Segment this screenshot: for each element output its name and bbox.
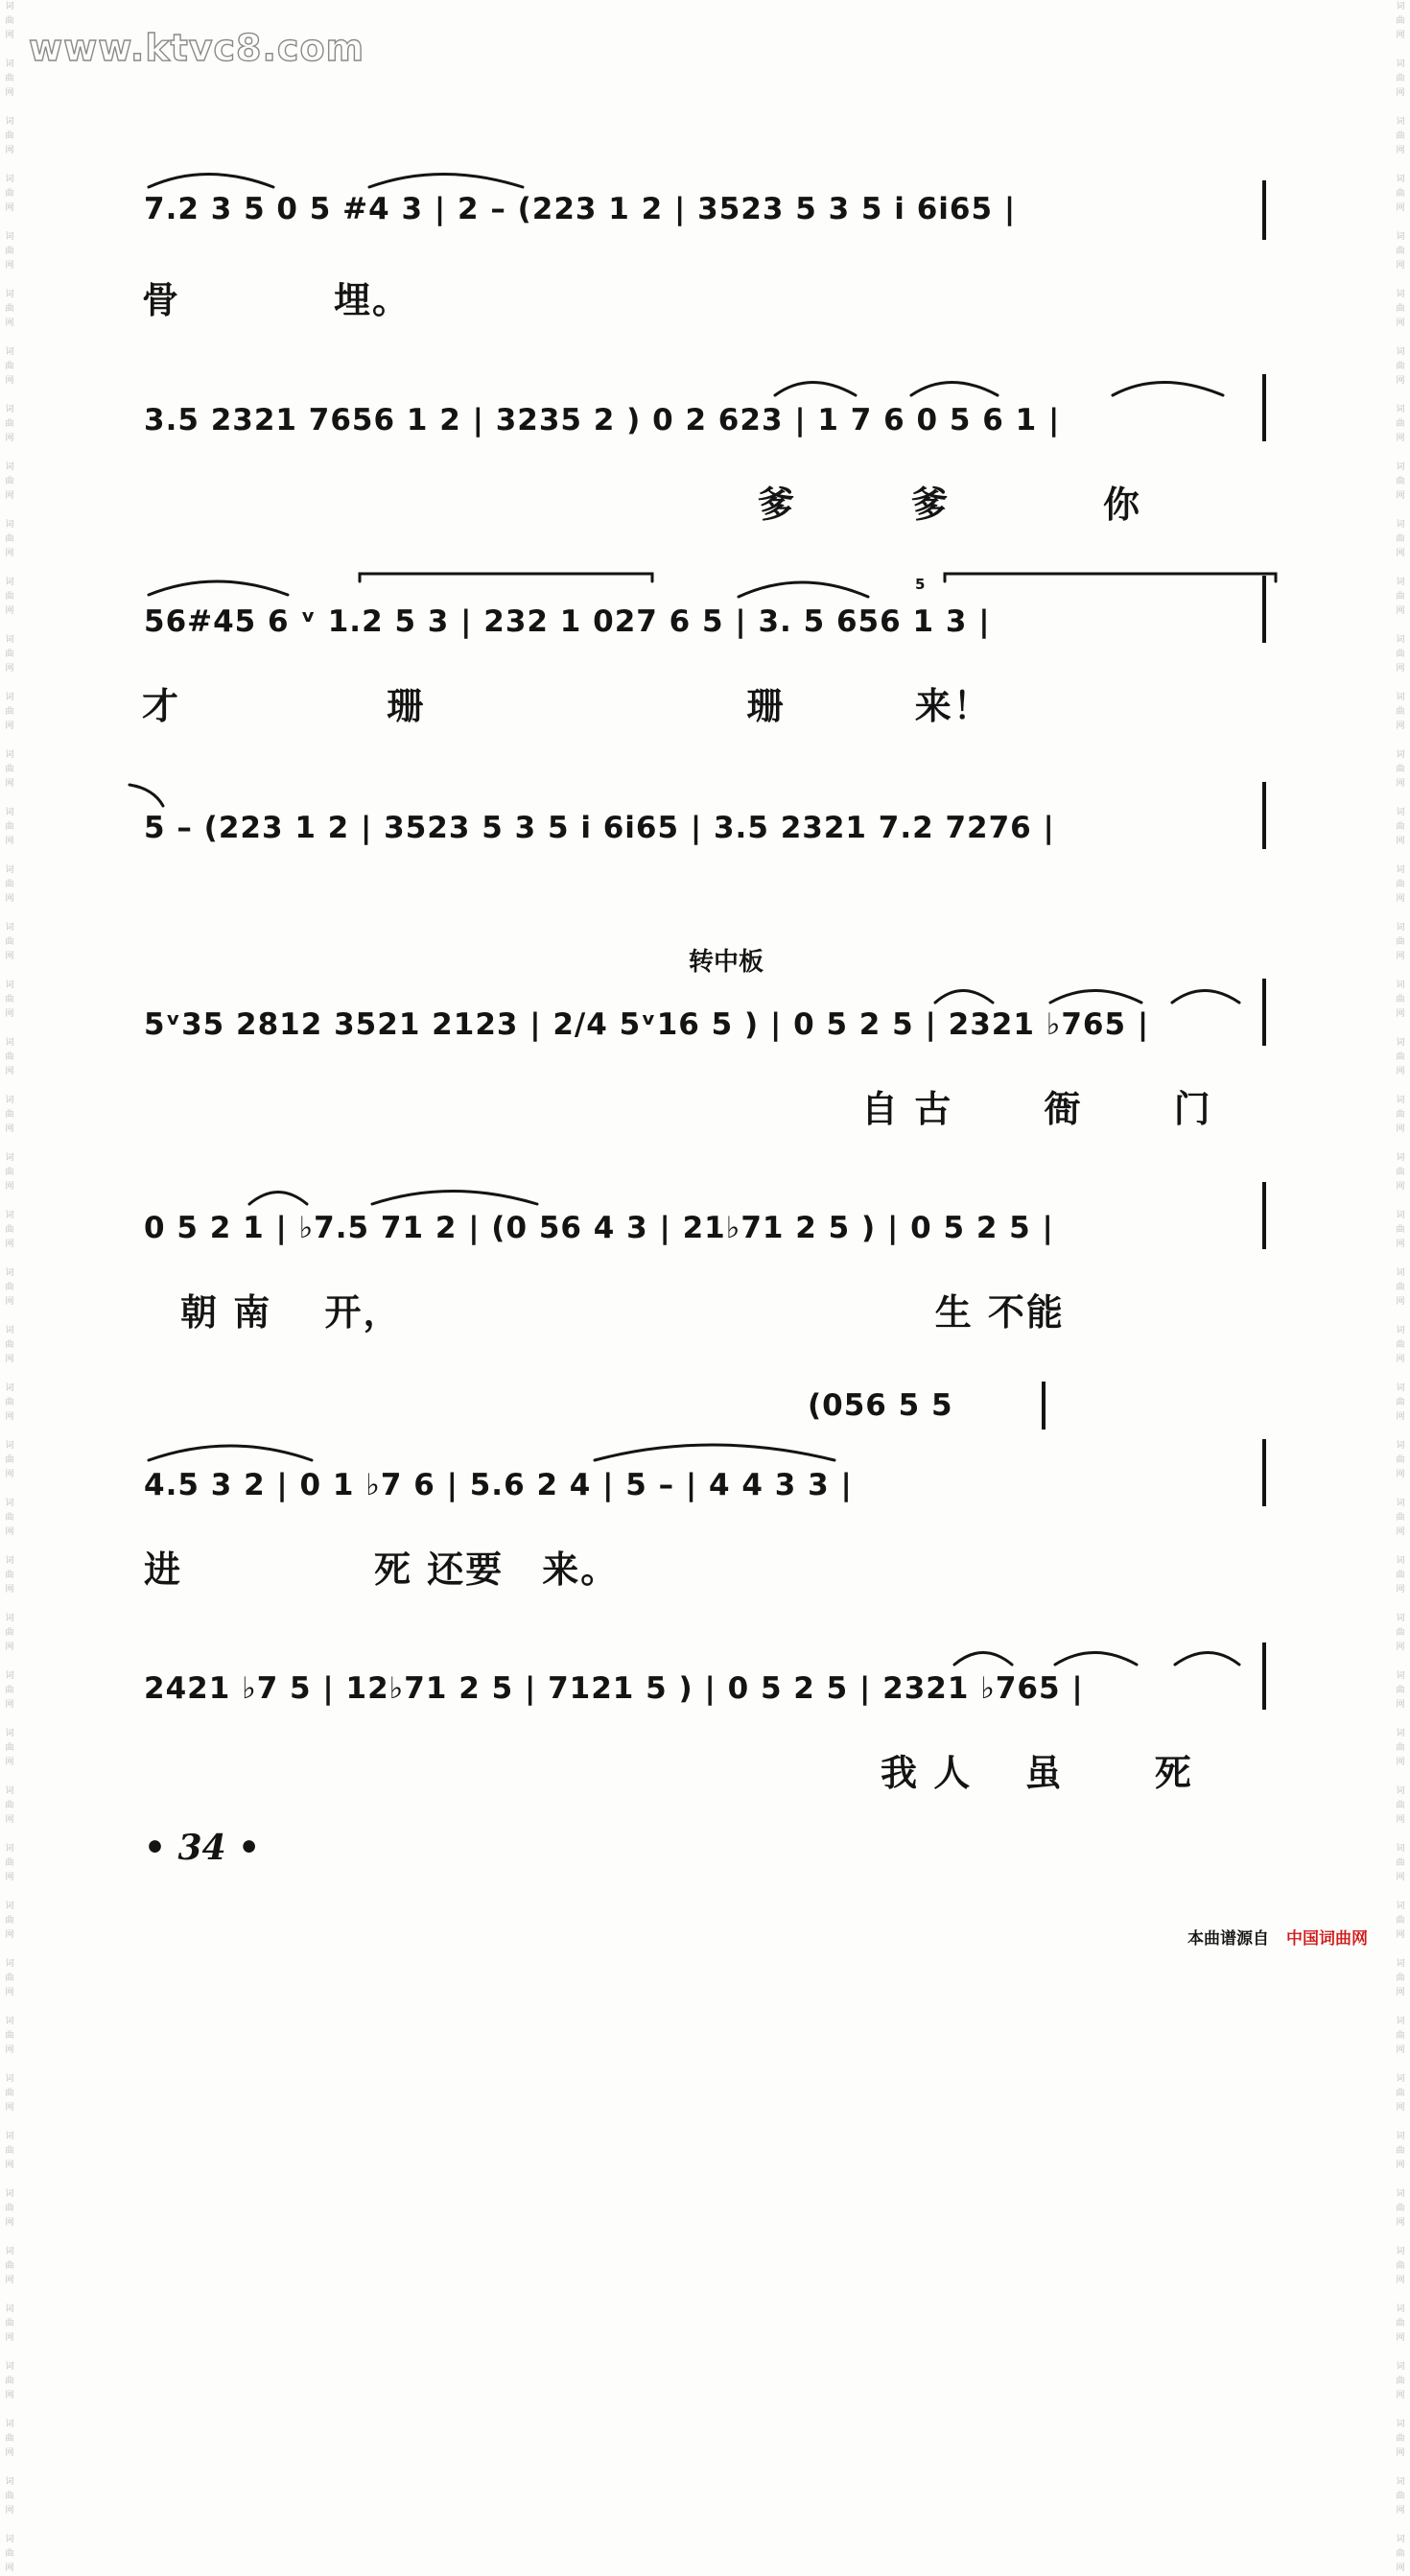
watermark: www.ktvc8.com (29, 27, 365, 69)
lyric-row-1: 骨 埋。 (142, 278, 411, 321)
lyric-row-7: 进 死 还要 来。 (144, 1548, 620, 1591)
slur (1055, 1653, 1137, 1666)
left-edge-label: 词 曲 网 词 曲 网 词 曲 网 词 曲 网 词 曲 网 词 曲 网 词 曲 网 词 曲 网 词 曲 网 词 曲 网 词 曲 网 词 曲 网 词 曲 网 词 曲 网 词 曲 网 词 曲 网 词 曲 网 词 曲 网 词 曲 网 词 曲 网 词 曲 网 词 曲 网 词 曲 网 词 曲 网 词 曲 网 词 曲 网 词 曲 网 词 曲 网 词 曲 网 词 曲 网 词 曲 网 词 曲 网 词 曲 网 词 曲 网 词 曲 网 词 曲 网 词 曲 网 词 曲 网 词 曲 网 词 曲 网 词 曲 网 词 曲 网 词 曲 网 词 曲 网 词 曲 网 (5, 2, 14, 2573)
lyric-row-3: 才 珊 珊 来！ (142, 684, 992, 727)
lyric-row-2: 爹 爹 你 (758, 483, 1142, 526)
grace-note: 5 (915, 576, 927, 593)
right-edge-label: 词 曲 网 词 曲 网 词 曲 网 词 曲 网 词 曲 网 词 曲 网 词 曲 网 词 曲 网 词 曲 网 词 曲 网 词 曲 网 词 曲 网 词 曲 网 词 曲 网 词 曲 网 词 曲 网 词 曲 网 词 曲 网 词 曲 网 词 曲 网 词 曲 网 词 曲 网 词 曲 网 词 曲 网 词 曲 网 词 曲 网 词 曲 网 词 曲 网 词 曲 网 词 曲 网 词 曲 网 词 曲 网 词 曲 网 词 曲 网 词 曲 网 词 曲 网 词 曲 网 词 曲 网 词 曲 网 词 曲 网 词 曲 网 词 曲 网 词 曲 网 词 曲 网 词 曲 网 (1396, 2, 1405, 2573)
slur (739, 582, 868, 597)
jianpu-row-2: 3.5 2321 7656 1 2 | 3235 2 ) 0 2 623 | 1 7 6 0 5 6 1 | (144, 403, 1061, 437)
slur (1050, 991, 1141, 1004)
slur (149, 581, 288, 595)
lyric-row-6: 朝 南 开， 生 不能 (180, 1290, 1065, 1334)
slur (595, 1445, 834, 1460)
slur (1113, 383, 1223, 396)
slur (1172, 991, 1239, 1004)
slur (249, 1193, 307, 1205)
slur (129, 785, 163, 806)
slur (1175, 1653, 1239, 1666)
slur (911, 383, 998, 396)
jianpu-row-6: 0 5 2 1 | ♭7.5 71 2 | (0 56 4 3 | 21♭71 2 5 ) | 0 5 2 5 | (144, 1211, 1054, 1245)
slur (360, 574, 652, 581)
jianpu-row-1: 7.2 3 5 0 5 #4 3 | 2 – (223 1 2 | 3523 5 3 5 i 6i65 | (144, 192, 1017, 226)
jianpu-row-4: 5 – (223 1 2 | 3523 5 3 5 i 6i65 | 3.5 2321 7.2 7276 | (144, 811, 1055, 845)
jianpu-row-5: 5ᵛ35 2812 3521 2123 | 2/4 5ᵛ16 5 ) | 0 5 2 5 | 2321 ♭765 | (144, 1007, 1150, 1042)
slur (149, 175, 273, 188)
source-site: 中国词曲网 (1286, 1929, 1368, 1949)
source-prefix: 本曲谱源自 (1187, 1929, 1269, 1949)
jianpu-row-7: 4.5 3 2 | 0 1 ♭7 6 | 5.6 2 4 | 5 – | 4 4 3 3 | (144, 1468, 853, 1502)
slur (945, 574, 1276, 581)
jianpu-row-8: 2421 ♭7 5 | 12♭71 2 5 | 7121 5 ) | 0 5 2 5 | 2321 ♭765 | (144, 1671, 1084, 1706)
slur (935, 991, 993, 1004)
lyric-row-8: 我 人 虽 死 (881, 1751, 1193, 1794)
slur (369, 175, 523, 188)
slur (954, 1653, 1012, 1666)
upper-part: (056 5 5 (808, 1388, 953, 1423)
slur (775, 383, 856, 396)
slur (149, 1446, 312, 1460)
slur (372, 1192, 537, 1205)
lyric-row-5: 自 古 衙 门 (861, 1087, 1212, 1130)
page-number: • 34 • (144, 1828, 261, 1868)
tempo-mark: 转中板 (689, 948, 764, 977)
jianpu-row-3: 56#45 6 ᵛ 1.2 5 3 | 232 1 027 6 5 | 3. 5 656 1 3 | (144, 604, 991, 639)
